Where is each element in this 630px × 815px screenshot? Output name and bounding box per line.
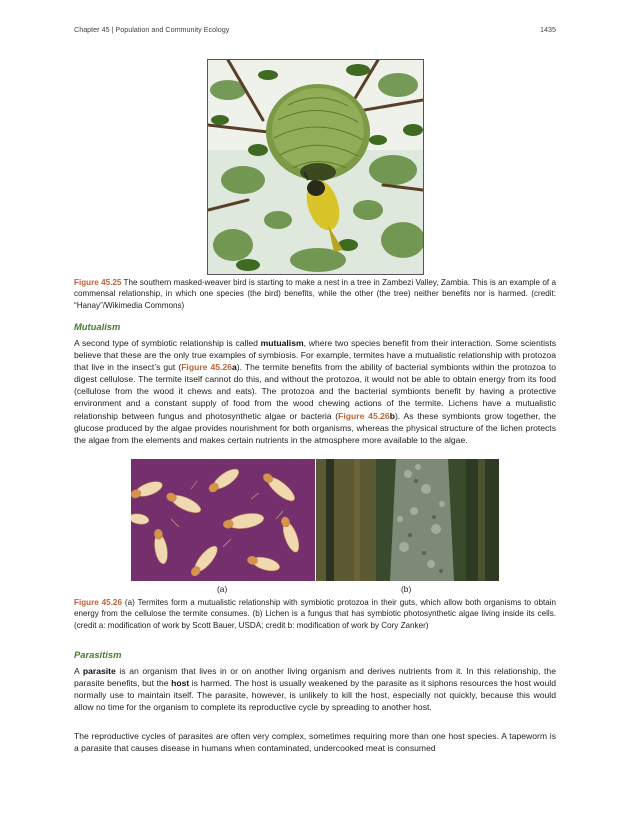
- figure-45-25-label: Figure 45.25: [74, 278, 122, 287]
- figure-45-26-caption-text: (a) Termites form a mutualistic relationship with symbiotic protozoa in their guts, which allow both organisms to obtain energy from the cellulose the termite consumes. (b) Lichen is a fungus that has symbiotic photosynthetic algae living inside its cells. (credit a: modification of work by Scott Bauer, USDA; credit b: modification of work by Cory Zanker): [74, 598, 556, 630]
- parasitism-text-2: is an organism that lives in or on another living organism and derives nutrients from it. In this relationship, the parasite benefits, but the: [74, 666, 556, 689]
- mutualism-paragraph: [74, 337, 556, 446]
- parasitism-paragraph-1: [74, 665, 556, 713]
- figure-45-26b-sublabel: (b): [401, 584, 412, 594]
- mutualism-text-1: A second type of symbiotic relationship is called: [74, 338, 261, 348]
- figure-45-26b-link[interactable]: Figure 45.26: [338, 410, 390, 421]
- running-head: [74, 25, 556, 37]
- weaver-bird-illustration: [208, 60, 423, 274]
- figure-45-26-label: Figure 45.26: [74, 598, 122, 607]
- term-mutualism: mutualism: [260, 338, 304, 348]
- figure-45-26b-suffix: b: [389, 410, 395, 421]
- figure-45-26a-link[interactable]: Figure 45.26: [181, 362, 232, 373]
- parasitism-text-1: A: [74, 666, 83, 676]
- lichen-illustration: [316, 459, 499, 581]
- heading-mutualism: Mutualism: [74, 321, 121, 332]
- lichen-photo: [316, 459, 499, 581]
- mutualism-text-3: ). The termite benefits from the ability of bacterial symbionts within the protozoa to digest cellulose. The termite itself cannot do this, and without the protozoa, it would not be able to obtain energy from its food (cellulose from the wood it chews and eats). The protozoa and the bacterial symbionts benefit by having a protective environment and a constant supply of food from the wood chewing actions of the termite. Lichens have a mutualistic relationship between fungus and photosynthetic algae or bacteria (: [74, 362, 557, 421]
- parasitism-text-3: is harmed. The host is usually weakened by the parasite as it siphons resources the host would normally use to maintain itself. The parasite, however, is unlikely to kill the host, especially not quickly, because this would allow no time for the organism to complete its reproductive cycle by spreading to another host.: [74, 678, 556, 713]
- figure-45-26-caption: [74, 597, 556, 631]
- term-parasite: parasite: [82, 666, 116, 676]
- figure-45-26a-sublabel: (a): [217, 584, 228, 594]
- parasitism-paragraph-2: The reproductive cycles of parasites are often very complex, sometimes requiring more than one host species. A tapeworm is a parasite that causes disease in humans when contaminated, undercooked meat is consumed: [74, 731, 556, 754]
- figure-45-25-caption: [74, 277, 556, 311]
- figure-45-26a-suffix: a: [231, 362, 237, 373]
- figure-45-25-caption-text: The southern masked-weaver bird is starting to make a nest in a tree in Zambezi Valley, Zambia. This is an example of a commensal relationship, in which one species (the bird) benefits, while the other (the tree) neither benefits nor is harmed. (credit: “Hanay”/Wikimedia Commons): [74, 278, 556, 310]
- term-host: host: [171, 678, 190, 689]
- heading-parasitism: Parasitism: [74, 649, 122, 660]
- termites-illustration: [131, 459, 315, 581]
- termites-photo: [131, 459, 315, 581]
- mutualism-text-2: , where two species benefit from their interaction. Some scientists believe that these are the only true examples of symbiosis. For example, termites have a mutualistic relationship with protozoa that live in the insect’s gut (: [74, 338, 557, 373]
- page-number: 1435: [540, 25, 556, 34]
- weaver-bird-photo: [207, 59, 424, 275]
- mutualism-text-4: ). As these symbionts grow together, the glucose produced by the algae provides nourishment for both organisms, whereas the physical structure of the lichen protects the algae from the elements and makes certain nutrients in the atmosphere more available to the algae.: [74, 410, 557, 445]
- chapter-title: Chapter 45 | Population and Community Ecology: [74, 25, 230, 34]
